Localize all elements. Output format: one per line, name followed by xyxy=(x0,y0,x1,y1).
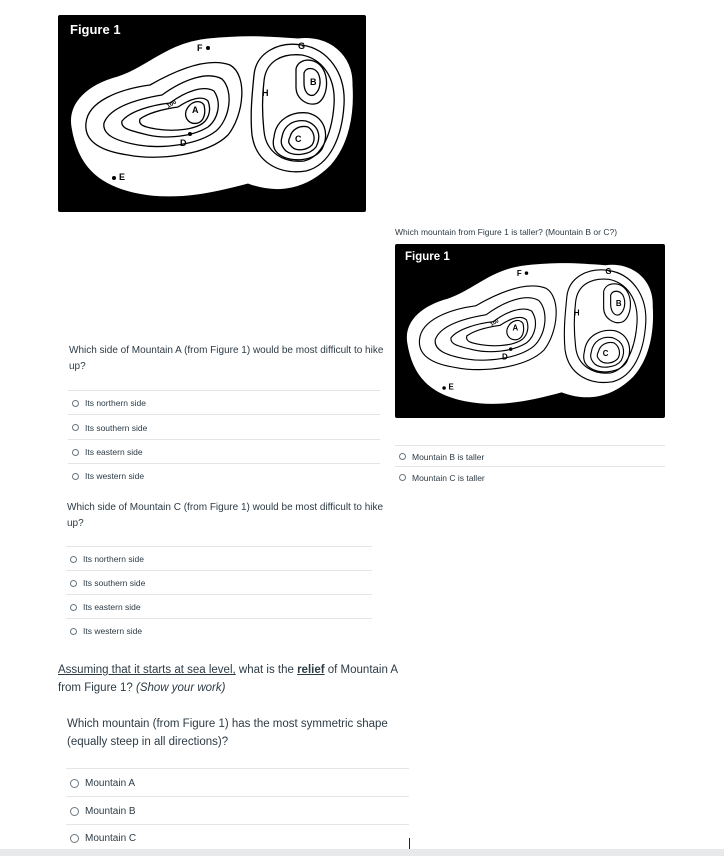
radio-button[interactable] xyxy=(399,453,406,460)
svg-text:G: G xyxy=(605,267,612,277)
show-work-note: (Show your work) xyxy=(135,682,226,694)
option-mountain-c[interactable] xyxy=(66,824,409,851)
label-d: D xyxy=(180,138,187,148)
option-label: Its eastern side xyxy=(85,447,143,457)
option-label: Mountain B xyxy=(85,805,136,817)
option-mountain-a[interactable] xyxy=(66,768,409,797)
point-e-marker xyxy=(112,176,116,180)
option-label: Its northern side xyxy=(85,398,146,408)
option-a-southern[interactable] xyxy=(68,414,380,440)
radio-button[interactable] xyxy=(70,834,79,843)
relief-term: relief xyxy=(297,664,325,676)
radio-button[interactable] xyxy=(72,424,79,431)
radio-button[interactable] xyxy=(70,807,79,816)
label-h: H xyxy=(262,88,269,98)
radio-button[interactable] xyxy=(72,449,79,456)
option-a-northern[interactable] xyxy=(68,390,380,415)
relief-prompt-text-1: what is the xyxy=(235,664,298,676)
topographic-map-small xyxy=(395,244,665,418)
option-label: Its southern side xyxy=(83,578,146,588)
label-e: E xyxy=(119,172,126,182)
relief-prompt-text-2: of Mountain A from Figure 1? xyxy=(58,664,398,694)
option-label: Its western side xyxy=(83,626,143,636)
question-relief-mountain-a xyxy=(58,661,418,697)
option-label: Mountain C is taller xyxy=(412,472,485,483)
relief-prompt-link: Assuming that it starts at sea level, xyxy=(58,664,236,676)
svg-text:H: H xyxy=(573,308,580,318)
topographic-map-large xyxy=(58,15,366,212)
radio-button[interactable] xyxy=(72,473,79,480)
option-mountain-c-taller[interactable] xyxy=(395,466,665,488)
option-label: Mountain C xyxy=(85,832,137,844)
svg-text:B: B xyxy=(615,298,622,308)
question-side-mountain-a: Which side of Mountain A (from Figure 1) would be most difficult to hike up? xyxy=(69,345,384,372)
radio-button[interactable] xyxy=(70,556,77,563)
question-taller-mountain: Which mountain from Figure 1 is taller? (Mountain B or C?) xyxy=(395,227,618,237)
label-a: A xyxy=(192,105,199,115)
radio-button[interactable] xyxy=(70,628,77,635)
option-label: Its western side xyxy=(85,471,145,481)
radio-button[interactable] xyxy=(70,580,77,587)
option-label: Its southern side xyxy=(85,422,148,433)
radio-button[interactable] xyxy=(70,779,79,788)
question-side-mountain-c: Which side of Mountain C (from Figure 1) would be most difficult to hike up? xyxy=(67,502,384,529)
radio-button[interactable] xyxy=(70,604,77,611)
figure-1-large xyxy=(58,15,366,212)
svg-text:100: 100 xyxy=(489,318,501,328)
option-c-eastern[interactable] xyxy=(66,594,372,619)
option-label: Its eastern side xyxy=(83,602,141,612)
option-a-western[interactable] xyxy=(68,463,380,488)
option-mountain-b[interactable] xyxy=(66,796,409,825)
option-c-southern[interactable] xyxy=(66,570,372,595)
figure-1-small xyxy=(395,244,665,418)
option-label: Mountain A xyxy=(85,777,136,789)
label-f: F xyxy=(197,43,203,53)
svg-text:A: A xyxy=(512,323,519,333)
figure-1-title: Figure 1 xyxy=(70,22,121,37)
radio-button[interactable] xyxy=(399,474,406,481)
option-c-northern[interactable] xyxy=(66,546,372,571)
svg-text:C: C xyxy=(602,349,609,359)
label-contour-100: 100 xyxy=(166,99,178,110)
question-symmetric-mountain: Which mountain (from Figure 1) has the most symmetric shape (equally steep in all directions)? xyxy=(67,718,388,748)
option-a-eastern[interactable] xyxy=(68,439,380,464)
option-label: Its northern side xyxy=(83,554,144,564)
svg-text:E: E xyxy=(448,382,454,392)
figure-1-small-title: Figure 1 xyxy=(405,251,450,263)
label-b: B xyxy=(310,77,317,87)
label-c: C xyxy=(295,134,302,144)
option-c-western[interactable] xyxy=(66,618,372,643)
svg-text:F: F xyxy=(516,268,522,278)
point-d-marker xyxy=(188,132,192,136)
text-cursor xyxy=(409,838,410,849)
option-mountain-b-taller[interactable] xyxy=(395,445,665,467)
point-f-marker xyxy=(206,46,210,50)
label-g: G xyxy=(298,41,306,51)
option-label: Mountain B is taller xyxy=(412,451,485,462)
radio-button[interactable] xyxy=(72,400,79,407)
bottom-scrollbar-track[interactable] xyxy=(0,849,724,856)
svg-text:D: D xyxy=(501,352,508,362)
